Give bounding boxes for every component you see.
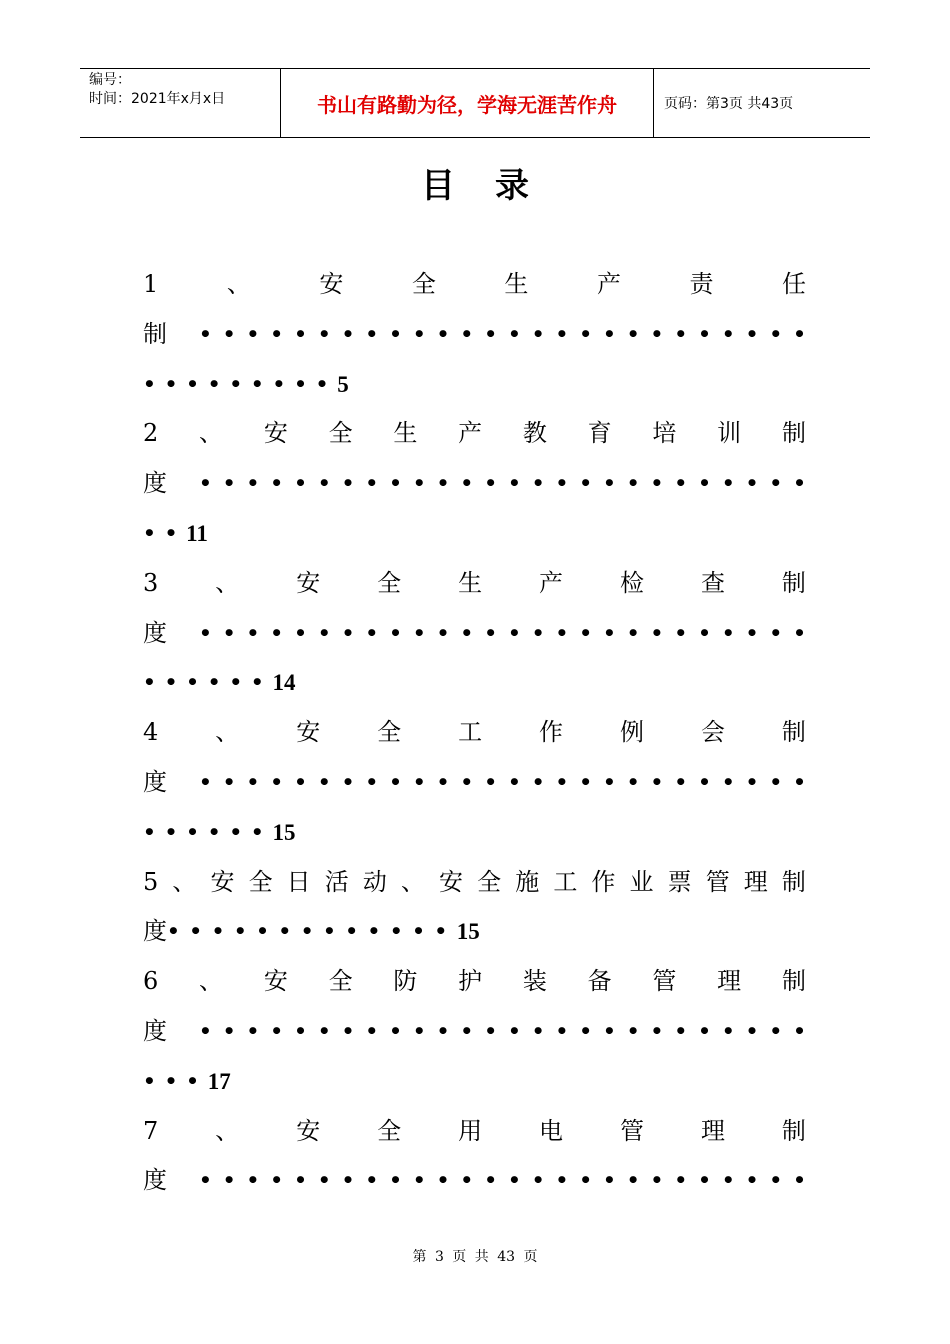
toc-entry-page [143, 360, 806, 410]
toc-title-char: 施 [515, 867, 540, 896]
toc-tail-dots: •••••• [143, 670, 273, 695]
toc-title-char: 管 [620, 1116, 644, 1145]
leader-dot: • [603, 1168, 616, 1193]
leader-dot: • [436, 620, 450, 645]
leader-dot: • [341, 620, 355, 645]
toc-title-char: 业 [629, 867, 654, 896]
leader-dot: • [603, 769, 616, 794]
leader-dot: • [531, 321, 545, 346]
leader-dot: • [484, 1018, 497, 1043]
leader-dot: • [294, 1018, 307, 1043]
leader-dot: • [721, 769, 735, 794]
leader-dot: • [674, 1168, 688, 1193]
toc-title-char: 产 [539, 568, 564, 597]
leader-dot: • [412, 769, 426, 794]
leader-dot: • [603, 471, 616, 496]
toc-title-char: 装 [522, 967, 547, 996]
leader-dot: • [389, 321, 402, 346]
leader-dot: • [317, 471, 331, 496]
leader-dot: • [793, 321, 806, 346]
toc-entry-leader [143, 907, 806, 957]
toc-title-char: 安 [439, 867, 464, 896]
toc-title-char: 工 [458, 718, 483, 747]
page-header [80, 68, 870, 138]
toc-title-char: 全 [377, 568, 402, 597]
leader-dot: • [793, 620, 806, 645]
leader-dot: • [698, 620, 711, 645]
leader-dot: • [531, 1018, 545, 1043]
toc-title-char: 、 [215, 568, 240, 597]
leader-dot: • [769, 1168, 783, 1193]
leader-dot: • [412, 471, 426, 496]
toc-title-char: 全 [411, 270, 436, 298]
leader-dot: • [555, 620, 569, 645]
toc-entry-title [143, 957, 806, 1007]
leader-dot: • [698, 1168, 711, 1193]
toc-title-char: 、 [226, 270, 251, 298]
leader-dot: • [531, 769, 545, 794]
leader-dot: • [507, 1168, 521, 1193]
toc-title-char: 管 [652, 967, 677, 996]
toc-leader-dots [199, 1156, 806, 1206]
leader-dot: • [436, 1018, 450, 1043]
leader-dot: • [389, 1018, 402, 1043]
toc-tail-dots: ••••••••• [143, 371, 338, 396]
toc-title-char: 作 [591, 867, 616, 896]
leader-dot: • [460, 471, 474, 496]
toc-title-char: 票 [667, 867, 692, 896]
leader-dot: • [531, 471, 545, 496]
leader-dot: • [365, 620, 379, 645]
toc-title-char: 、 [215, 1116, 240, 1145]
toc-title-cont: 度 [143, 618, 167, 647]
toc-page-number: 15 [456, 919, 480, 945]
toc-entry-leader [143, 459, 806, 509]
toc-page-number: 15 [272, 819, 296, 845]
leader-dot: • [294, 471, 307, 496]
leader-dot: • [793, 1018, 806, 1043]
leader-dot: • [579, 1168, 593, 1193]
toc-title-cont: 制 [143, 319, 167, 348]
leader-dot: • [436, 471, 450, 496]
leader-dot: • [745, 471, 759, 496]
toc-title-char: 、 [172, 867, 197, 896]
toc-title-char: 护 [458, 967, 483, 996]
time-label: 时间：2021年x月x日 [89, 91, 226, 107]
leader-dot: • [769, 620, 783, 645]
toc-tail-dots: •••••• [143, 819, 273, 844]
leader-dot: • [270, 620, 284, 645]
toc-title-char: 6 [143, 967, 159, 996]
toc-title-char: 4 [143, 718, 159, 747]
toc-leader-dots: ••••••••••••• [167, 919, 457, 944]
leader-dot: • [769, 769, 783, 794]
leader-dot: • [389, 471, 402, 496]
leader-dot: • [317, 321, 331, 346]
leader-dot: • [317, 1168, 331, 1193]
toc-title-char: 产 [596, 270, 621, 298]
toc-title-char: 1 [143, 270, 159, 298]
toc-title-cont: 度 [143, 1166, 167, 1195]
leader-dot: • [270, 1018, 284, 1043]
leader-dot: • [199, 471, 212, 496]
leader-dot: • [389, 1168, 402, 1193]
leader-dot: • [246, 620, 260, 645]
leader-dot: • [460, 620, 474, 645]
leader-dot: • [270, 321, 284, 346]
leader-dot: • [626, 769, 640, 794]
toc-title-char: 作 [539, 718, 564, 747]
header-page-info: 页码：第3页 共43页 [664, 96, 794, 112]
toc-title-char: 检 [620, 568, 644, 597]
leader-dot: • [698, 321, 711, 346]
leader-dot: • [650, 321, 664, 346]
toc-leader-dots [199, 1007, 806, 1057]
toc-entry-page [143, 658, 806, 708]
toc-title-char: 安 [210, 867, 235, 896]
toc-leader-dots [199, 758, 806, 808]
leader-dot: • [294, 769, 307, 794]
leader-dot: • [626, 471, 640, 496]
toc-title-char: 2 [143, 419, 159, 448]
leader-dot: • [412, 1168, 426, 1193]
leader-dot: • [199, 769, 212, 794]
leader-dot: • [507, 1018, 521, 1043]
leader-dot: • [745, 620, 759, 645]
leader-dot: • [579, 321, 593, 346]
leader-dot: • [246, 471, 260, 496]
toc-title-char: 用 [458, 1116, 483, 1145]
toc-title-char: 电 [539, 1116, 564, 1145]
leader-dot: • [484, 620, 497, 645]
toc-title-char: 、 [400, 867, 425, 896]
toc-title-char: 全 [377, 1116, 402, 1145]
toc-title-char: 生 [504, 270, 529, 298]
leader-dot: • [199, 321, 212, 346]
toc-title-char: 7 [143, 1116, 159, 1145]
toc-title-char: 工 [553, 867, 578, 896]
toc-title-char: 理 [717, 967, 742, 996]
leader-dot: • [531, 1168, 545, 1193]
leader-dot: • [199, 1168, 212, 1193]
toc-title-cont: 度 [143, 469, 167, 498]
toc-title-char: 产 [458, 419, 483, 448]
toc-entry-title [143, 409, 806, 459]
leader-dot: • [484, 769, 497, 794]
leader-dot: • [460, 769, 474, 794]
leader-dot: • [793, 471, 806, 496]
toc-title-char: 、 [199, 967, 224, 996]
toc-title-char: 备 [587, 967, 612, 996]
toc-title-char: 全 [328, 419, 353, 448]
number-label: 编号： [89, 72, 131, 88]
toc-title-char: 制 [781, 867, 806, 896]
leader-dot: • [222, 471, 236, 496]
toc-entry-page [143, 1057, 806, 1107]
leader-dot: • [721, 620, 735, 645]
leader-dot: • [626, 1168, 640, 1193]
leader-dot: • [341, 769, 355, 794]
toc-title-char: 理 [700, 1116, 725, 1145]
leader-dot: • [222, 620, 236, 645]
toc-title-cont: 度 [143, 1016, 167, 1045]
toc-title-char: 培 [652, 419, 677, 448]
leader-dot: • [341, 1168, 355, 1193]
leader-dot: • [745, 1018, 759, 1043]
leader-dot: • [579, 769, 593, 794]
leader-dot: • [674, 769, 688, 794]
toc-title-cont: 度 [143, 917, 167, 946]
leader-dot: • [555, 769, 569, 794]
leader-dot: • [365, 1018, 379, 1043]
leader-dot: • [412, 620, 426, 645]
leader-dot: • [674, 620, 688, 645]
toc-title-char: 活 [324, 867, 349, 896]
leader-dot: • [246, 1018, 260, 1043]
leader-dot: • [412, 1018, 426, 1043]
toc-leader-dots [199, 609, 806, 659]
leader-dot: • [341, 321, 355, 346]
leader-dot: • [769, 471, 783, 496]
leader-dot: • [294, 1168, 307, 1193]
toc-page-number: 11 [186, 520, 208, 546]
leader-dot: • [555, 471, 569, 496]
toc-leader-dots [199, 310, 806, 360]
toc-entry-title [143, 559, 806, 609]
leader-dot: • [460, 321, 474, 346]
leader-dot: • [246, 321, 260, 346]
toc-title-char: 、 [215, 718, 240, 747]
leader-dot: • [412, 321, 426, 346]
leader-dot: • [698, 769, 711, 794]
leader-dot: • [270, 769, 284, 794]
leader-dot: • [460, 1168, 474, 1193]
toc-page-number: 5 [337, 371, 349, 397]
toc-tail-dots: ••• [143, 1068, 208, 1093]
leader-dot: • [721, 471, 735, 496]
toc-title-char: 制 [781, 419, 806, 448]
toc-title-char: 全 [477, 867, 502, 896]
toc-title-char: 会 [700, 718, 725, 747]
leader-dot: • [650, 620, 664, 645]
leader-dot: • [341, 471, 355, 496]
leader-dot: • [294, 620, 307, 645]
leader-dot: • [579, 471, 593, 496]
leader-dot: • [484, 1168, 497, 1193]
leader-dot: • [460, 1018, 474, 1043]
toc-page-number: 17 [207, 1068, 231, 1094]
toc-title-cont: 度 [143, 767, 167, 796]
toc-entry-page [143, 509, 806, 559]
leader-dot: • [626, 321, 640, 346]
leader-dot: • [603, 620, 616, 645]
toc-title-char: 育 [587, 419, 612, 448]
leader-dot: • [222, 1168, 236, 1193]
leader-dot: • [793, 769, 806, 794]
toc-title-char: 安 [263, 967, 288, 996]
leader-dot: • [793, 1168, 806, 1193]
leader-dot: • [603, 1018, 616, 1043]
toc-entry-leader [143, 1007, 806, 1057]
leader-dot: • [222, 769, 236, 794]
leader-dot: • [626, 1018, 640, 1043]
leader-dot: • [436, 769, 450, 794]
leader-dot: • [769, 1018, 783, 1043]
leader-dot: • [650, 471, 664, 496]
toc-title-char: 责 [689, 270, 714, 298]
toc-entry-leader [143, 758, 806, 808]
leader-dot: • [484, 321, 497, 346]
leader-dot: • [745, 321, 759, 346]
toc-entry-leader [143, 1156, 806, 1206]
leader-dot: • [507, 321, 521, 346]
leader-dot: • [745, 1168, 759, 1193]
leader-dot: • [341, 1018, 355, 1043]
leader-dot: • [317, 620, 331, 645]
leader-dot: • [389, 620, 402, 645]
toc-title-char: 动 [362, 867, 387, 896]
leader-dot: • [222, 1018, 236, 1043]
toc-title-char: 、 [199, 419, 224, 448]
toc-title-char: 安 [319, 270, 344, 298]
leader-dot: • [769, 321, 783, 346]
toc-title-char: 生 [458, 568, 483, 597]
page-footer: 第 3 页 共 43 页 [412, 1249, 538, 1265]
header-meta [80, 69, 281, 137]
leader-dot: • [650, 1018, 664, 1043]
toc-entry-title [143, 260, 806, 310]
toc-title-char: 任 [782, 270, 806, 298]
leader-dot: • [603, 321, 616, 346]
leader-dot: • [507, 471, 521, 496]
toc-title-char: 5 [143, 867, 159, 896]
toc-entry-title [143, 1107, 806, 1157]
leader-dot: • [674, 1018, 688, 1043]
leader-dot: • [674, 321, 688, 346]
leader-dot: • [507, 620, 521, 645]
leader-dot: • [317, 1018, 331, 1043]
leader-dot: • [436, 321, 450, 346]
header-motto: 书山有路勤为径，学海无涯苦作舟 [281, 69, 654, 137]
toc-title-char: 管 [705, 867, 730, 896]
toc-title-char: 全 [328, 967, 353, 996]
table-of-contents [143, 260, 806, 1206]
toc-title-char: 制 [781, 1116, 806, 1145]
leader-dot: • [555, 1168, 569, 1193]
leader-dot: • [365, 321, 379, 346]
leader-dot: • [721, 1018, 735, 1043]
leader-dot: • [199, 620, 212, 645]
leader-dot: • [650, 1168, 664, 1193]
leader-dot: • [555, 1018, 569, 1043]
leader-dot: • [579, 620, 593, 645]
toc-title-char: 制 [781, 568, 806, 597]
toc-title-char: 防 [393, 967, 418, 996]
leader-dot: • [389, 769, 402, 794]
leader-dot: • [721, 1168, 735, 1193]
leader-dot: • [365, 1168, 379, 1193]
leader-dot: • [674, 471, 688, 496]
toc-title-char: 教 [522, 419, 547, 448]
toc-title-char: 全 [248, 867, 273, 896]
toc-entry-title [143, 708, 806, 758]
toc-title-char: 生 [393, 419, 418, 448]
leader-dot: • [531, 620, 545, 645]
toc-title-char: 日 [286, 867, 311, 896]
toc-title-char: 查 [700, 568, 725, 597]
leader-dot: • [270, 471, 284, 496]
leader-dot: • [317, 769, 331, 794]
toc-title-char: 3 [143, 568, 159, 597]
leader-dot: • [436, 1168, 450, 1193]
toc-entry-page [143, 808, 806, 858]
leader-dot: • [294, 321, 307, 346]
leader-dot: • [698, 471, 711, 496]
toc-title-char: 安 [296, 718, 321, 747]
toc-title-char: 制 [781, 967, 806, 996]
leader-dot: • [650, 769, 664, 794]
leader-dot: • [365, 471, 379, 496]
leader-dot: • [745, 769, 759, 794]
leader-dot: • [222, 321, 236, 346]
leader-dot: • [199, 1018, 212, 1043]
toc-page-number: 14 [272, 670, 296, 696]
page-title: 目录 [421, 166, 569, 206]
toc-title-char: 制 [781, 718, 806, 747]
toc-title-char: 安 [296, 1116, 321, 1145]
toc-title-char: 安 [296, 568, 321, 597]
toc-entry-title [143, 858, 806, 908]
leader-dot: • [246, 1168, 260, 1193]
leader-dot: • [507, 769, 521, 794]
leader-dot: • [365, 769, 379, 794]
leader-dot: • [555, 321, 569, 346]
toc-title-char: 例 [620, 718, 644, 747]
toc-title-char: 安 [263, 419, 288, 448]
toc-entry-leader [143, 609, 806, 659]
toc-title-char: 全 [377, 718, 402, 747]
leader-dot: • [246, 769, 260, 794]
toc-entry-leader [143, 310, 806, 360]
leader-dot: • [484, 471, 497, 496]
leader-dot: • [626, 620, 640, 645]
toc-title-char: 训 [717, 419, 742, 448]
toc-tail-dots: •• [143, 520, 187, 545]
toc-leader-dots [199, 459, 806, 509]
leader-dot: • [270, 1168, 284, 1193]
leader-dot: • [698, 1018, 711, 1043]
toc-title-char: 理 [743, 867, 768, 896]
leader-dot: • [579, 1018, 593, 1043]
leader-dot: • [721, 321, 735, 346]
